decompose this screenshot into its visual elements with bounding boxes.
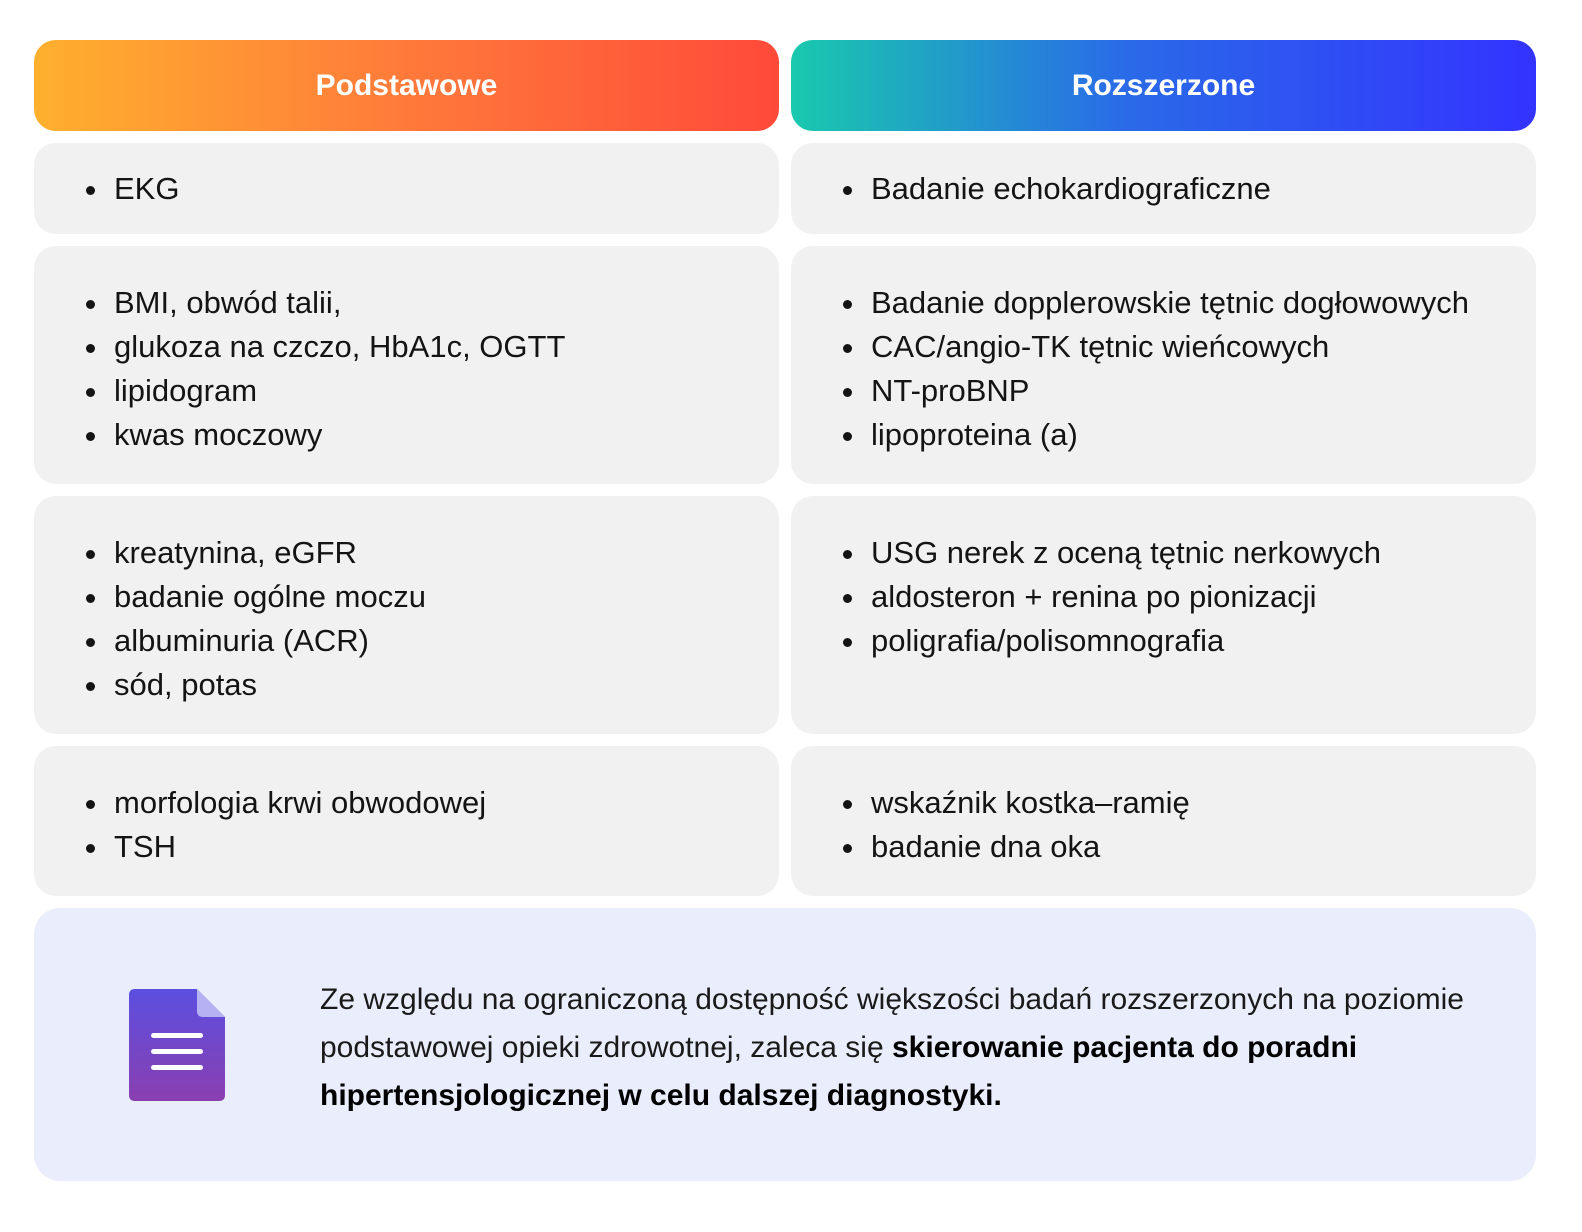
list-item: glukoza na czczo, HbA1c, OGTT [86,325,749,369]
header-basic [34,40,779,131]
list-item: Badanie echokardiograficzne [843,167,1506,211]
list-item: sód, potas [86,663,749,707]
list-item: USG nerek z oceną tętnic nerkowych [843,531,1506,575]
list-item: lipidogram [86,369,749,413]
tests-table [34,40,1548,896]
cell-extended-row-1 [791,143,1536,234]
list-item: kwas moczowy [86,413,749,457]
list-item: BMI, obwód talii, [86,281,749,325]
document-icon [129,989,225,1101]
list-item: TSH [86,825,749,869]
list-item: Badanie dopplerowskie tętnic dogłowowych [843,281,1506,325]
list-item: poligrafia/polisomnografia [843,619,1506,663]
note-text-plain: Ze względu na ograniczoną dostępność większości badań rozszerzonych na poziomie podstawowej opieki zdrowotnej, zaleca się [320,983,1464,1064]
list-item: wskaźnik kostka–ramię [843,781,1506,825]
header-extended-label: Rozszerzone [1071,68,1256,102]
cell-extended-row-4 [791,746,1536,896]
cell-extended-row-2 [791,246,1536,484]
extended-list-row-1 [843,167,1506,211]
extended-list-row-2 [843,281,1506,457]
basic-list-row-1 [86,167,749,211]
list-item: lipoproteina (a) [843,413,1506,457]
list-item: EKG [86,167,749,211]
list-item: morfologia krwi obwodowej [86,781,749,825]
header-extended [791,40,1536,131]
list-item: badanie dna oka [843,825,1506,869]
extended-list-row-4 [843,781,1506,869]
list-item: badanie ogólne moczu [86,575,749,619]
header-basic-label: Podstawowe [315,68,498,102]
list-item: CAC/angio-TK tętnic wieńcowych [843,325,1506,369]
note-text [320,976,1490,1120]
cell-basic-row-2 [34,246,779,484]
list-item: kreatynina, eGFR [86,531,749,575]
extended-list-row-3 [843,531,1506,663]
recommendation-note [34,908,1536,1181]
list-item: albuminuria (ACR) [86,619,749,663]
cell-extended-row-3 [791,496,1536,734]
cell-basic-row-1 [34,143,779,234]
basic-list-row-2 [86,281,749,457]
list-item: NT-proBNP [843,369,1506,413]
basic-list-row-3 [86,531,749,707]
cell-basic-row-3 [34,496,779,734]
list-item: aldosteron + renina po pionizacji [843,575,1506,619]
note-text-bold: skierowanie pacjenta do poradni hipertensjologicznej w celu dalszej diagnostyki. [320,1031,1358,1112]
basic-list-row-4 [86,781,749,869]
cell-basic-row-4 [34,746,779,896]
